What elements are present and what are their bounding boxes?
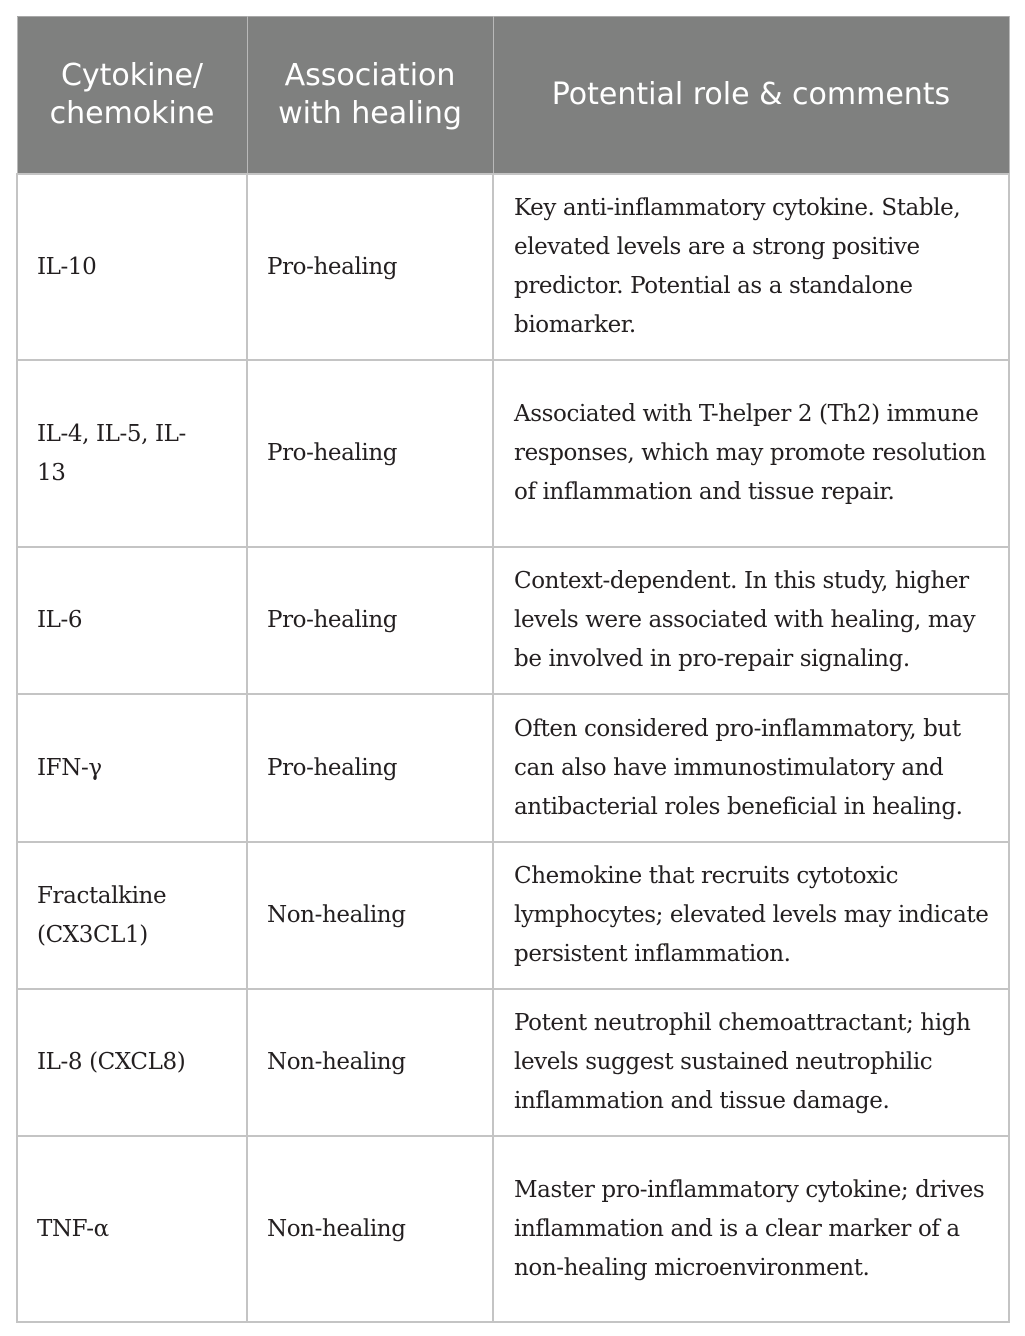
cell-association: Pro-healing: [247, 694, 493, 842]
table-row: [17, 989, 1009, 1136]
cell-comment: Often considered pro-inflammatory, but can also have immunostimulatory and antibacterial roles beneficial in healing.: [493, 694, 1009, 842]
cytokine-table-container: [16, 16, 1008, 1323]
cell-comment: Master pro-inflammatory cytokine; drives inflammation and is a clear marker of a non-healing microenvironment.: [493, 1136, 1009, 1322]
cell-comment: Potent neutrophil chemoattractant; high levels suggest sustained neutrophilic inflammation and tissue damage.: [493, 989, 1009, 1136]
table-row: [17, 547, 1009, 694]
header-comments: Potential role & comments: [493, 17, 1009, 175]
table-body: [17, 174, 1009, 1322]
table-row: [17, 360, 1009, 547]
cell-cytokine: IL-6: [17, 547, 247, 694]
cell-association: Non-healing: [247, 1136, 493, 1322]
cell-cytokine: Fractalkine (CX3CL1): [17, 842, 247, 989]
cell-cytokine: TNF-α: [17, 1136, 247, 1322]
cell-association: Non-healing: [247, 989, 493, 1136]
cell-association: Pro-healing: [247, 547, 493, 694]
cell-comment: Context-dependent. In this study, higher levels were associated with healing, may be involved in pro-repair signaling.: [493, 547, 1009, 694]
cell-comment: Key anti-inflammatory cytokine. Stable, elevated levels are a strong positive predictor. Potential as a standalone biomarker.: [493, 174, 1009, 360]
table-row: [17, 694, 1009, 842]
cell-cytokine: IL-10: [17, 174, 247, 360]
table-header: [17, 17, 1009, 175]
header-row: [17, 17, 1009, 175]
cell-association: Non-healing: [247, 842, 493, 989]
cell-cytokine: IL-4, IL-5, IL-13: [17, 360, 247, 547]
table-row: [17, 1136, 1009, 1322]
cytokine-table: [16, 16, 1010, 1323]
cell-comment: Associated with T-helper 2 (Th2) immune responses, which may promote resolution of inflammation and tissue repair.: [493, 360, 1009, 547]
header-association: Association with healing: [247, 17, 493, 175]
table-row: [17, 842, 1009, 989]
cell-comment: Chemokine that recruits cytotoxic lymphocytes; elevated levels may indicate persistent inflammation.: [493, 842, 1009, 989]
header-cytokine: Cytokine/ chemokine: [17, 17, 247, 175]
cell-cytokine: IFN-γ: [17, 694, 247, 842]
table-row: [17, 174, 1009, 360]
cell-association: Pro-healing: [247, 360, 493, 547]
cell-association: Pro-healing: [247, 174, 493, 360]
cell-cytokine: IL-8 (CXCL8): [17, 989, 247, 1136]
